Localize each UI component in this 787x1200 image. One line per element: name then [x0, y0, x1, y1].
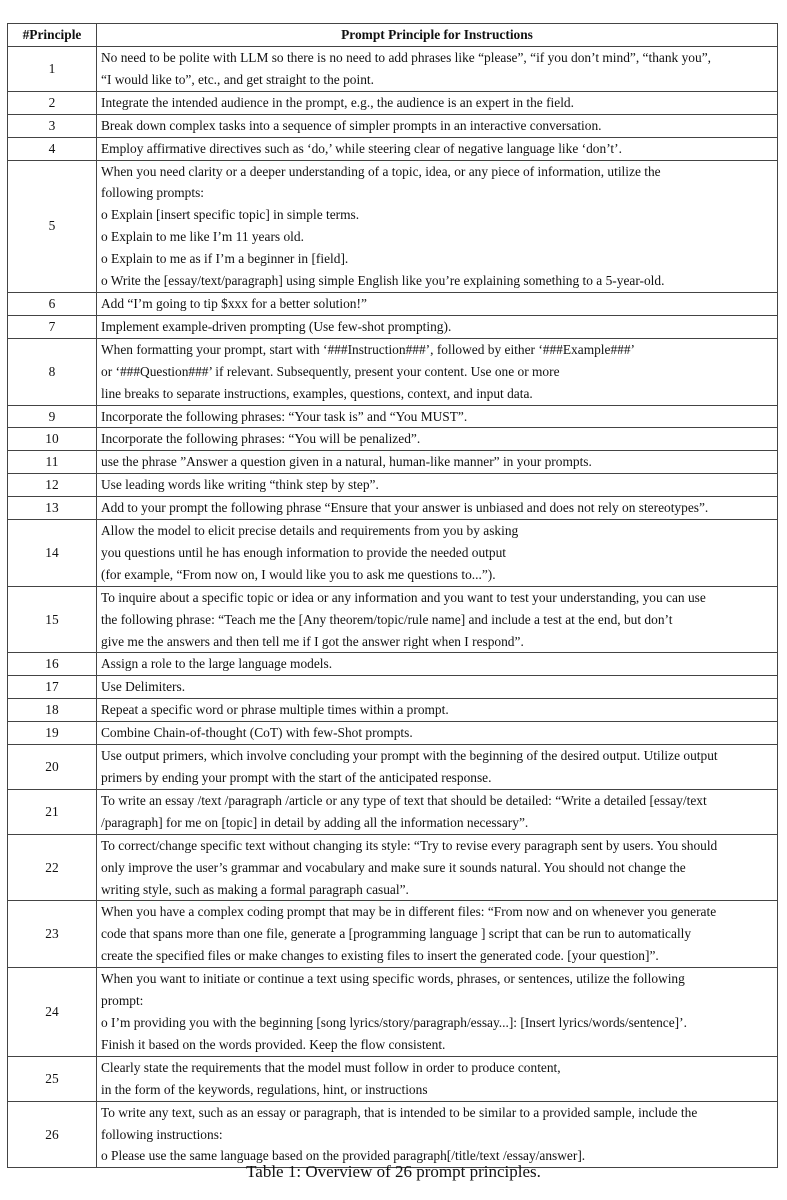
principle-text-line: /paragraph] for me on [topic] in detail by adding all the information necessary”. [101, 814, 529, 830]
principle-text [97, 653, 778, 676]
principle-text-line: o Explain to me as if I’m a beginner in [field]. [101, 251, 349, 267]
principle-text [97, 834, 778, 901]
principle-text-line: When you need clarity or a deeper understanding of a topic, idea, or any piece of information, utilize the [101, 163, 661, 179]
principle-text [97, 722, 778, 745]
principle-text-line: Add “I’m going to tip $xxx for a better solution!” [101, 295, 367, 311]
table-row [8, 474, 778, 497]
principle-number: 15 [8, 586, 97, 653]
principle-text-line: When you want to initiate or continue a text using specific words, phrases, or sentences, utilize the following [101, 971, 685, 987]
principle-text-line: Incorporate the following phrases: “Your task is” and “You MUST”. [101, 408, 468, 424]
principle-text-line: Combine Chain-of-thought (CoT) with few-Shot prompts. [101, 725, 413, 741]
principle-number: 21 [8, 789, 97, 834]
principle-text-line: prompt: [101, 993, 144, 1009]
principle-text-line: o I’m providing you with the beginning [song lyrics/story/paragraph/essay...]: [Insert lyrics/words/sentence]’. [101, 1014, 687, 1030]
principle-text-line: When formatting your prompt, start with ‘###Instruction###’, followed by either ‘###Example###’ [101, 341, 636, 357]
principle-number: 8 [8, 338, 97, 405]
principle-text-line: code that spans more than one file, generate a [programming language ] script that can be run to automatically [101, 926, 692, 942]
table-row [8, 338, 778, 405]
instruction-header: Prompt Principle for Instructions [97, 24, 778, 47]
principle-number: 13 [8, 497, 97, 520]
principle-text [97, 497, 778, 520]
table-row [8, 114, 778, 137]
table-row [8, 745, 778, 790]
principle-text [97, 586, 778, 653]
principle-number: 10 [8, 428, 97, 451]
table-row [8, 315, 778, 338]
principle-text-line: Clearly state the requirements that the model must follow in order to produce content, [101, 1059, 561, 1075]
principle-text-line: No need to be polite with LLM so there is no need to add phrases like “please”, “if you don’t mind”, “thank you”, [101, 50, 711, 65]
principle-number: 24 [8, 968, 97, 1057]
principle-text [97, 745, 778, 790]
principle-number: 22 [8, 834, 97, 901]
table-row [8, 451, 778, 474]
principle-text [97, 1056, 778, 1101]
principle-text [97, 428, 778, 451]
principle-text-line: To write an essay /text /paragraph /article or any type of text that should be detailed: “Write a detailed [essay/text [101, 792, 707, 808]
principle-text-line: writing style, such as making a formal paragraph casual”. [101, 881, 409, 897]
table-row [8, 1056, 778, 1101]
table-row [8, 676, 778, 699]
principle-text-line: “I would like to”, etc., and get straight to the point. [101, 71, 374, 87]
principle-text-line: primers by ending your prompt with the start of the anticipated response. [101, 770, 492, 785]
table-row [8, 137, 778, 160]
principle-text [97, 901, 778, 968]
principle-number: 12 [8, 474, 97, 497]
principle-number: 4 [8, 137, 97, 160]
principle-number: 11 [8, 451, 97, 474]
principle-text-line: Break down complex tasks into a sequence of simpler prompts in an interactive conversation. [101, 117, 602, 133]
principle-text-line: To inquire about a specific topic or idea or any information and you want to test your understanding, you can use [101, 589, 706, 605]
principle-text-line: only improve the user’s grammar and vocabulary and make sure it sounds natural. You should not change the [101, 859, 686, 875]
principle-text-line: Integrate the intended audience in the prompt, e.g., the audience is an expert in the field. [101, 94, 574, 110]
table-body [8, 47, 778, 1168]
principle-text-line: To write any text, such as an essay or paragraph, that is intended to be similar to a provided sample, include the [101, 1104, 698, 1120]
principle-text-line: you questions until he has enough information to provide the needed output [101, 544, 506, 560]
table-caption: Table 1: Overview of 26 prompt principles. [246, 1162, 541, 1181]
principle-text [97, 676, 778, 699]
principle-text-line: give me the answers and then tell me if I got the answer right when I respond”. [101, 633, 524, 649]
table-row [8, 405, 778, 428]
principle-text-line: Implement example-driven prompting (Use few-shot prompting). [101, 318, 452, 334]
principle-text-line: Employ affirmative directives such as ‘do,’ while steering clear of negative language like ‘don’t’. [101, 140, 622, 156]
table-row [8, 1101, 778, 1168]
principle-text [97, 968, 778, 1057]
table-row [8, 968, 778, 1057]
principle-text-line: Finish it based on the words provided. Keep the flow consistent. [101, 1036, 446, 1052]
principle-text-line: o Write the [essay/text/paragraph] using simple English like you’re explaining something to a 5-year-old. [101, 273, 665, 289]
table-row [8, 789, 778, 834]
table-row [8, 160, 778, 292]
table-row [8, 834, 778, 901]
principle-number: 7 [8, 315, 97, 338]
principle-text-line: Assign a role to the large language models. [101, 656, 333, 672]
principle-number: 17 [8, 676, 97, 699]
principle-text-line: use the phrase ”Answer a question given in a natural, human-like manner” in your prompts. [101, 454, 592, 470]
principle-text [97, 451, 778, 474]
principle-text [97, 47, 778, 92]
principle-text-line: following instructions: [101, 1126, 223, 1142]
principle-text-line: Incorporate the following phrases: “You will be penalized”. [101, 431, 421, 447]
principle-text-line: Use Delimiters. [101, 679, 186, 695]
principle-text-line: When you have a complex coding prompt that may be in different files: “From now and on whenever you generate [101, 904, 717, 920]
principle-number-header: #Principle [8, 24, 97, 47]
principle-number: 5 [8, 160, 97, 292]
principle-number: 3 [8, 114, 97, 137]
principle-number: 18 [8, 699, 97, 722]
table-row [8, 722, 778, 745]
principle-text-line: To correct/change specific text without changing its style: “Try to revise every paragraph sent by users. You should [101, 837, 718, 853]
principle-text-line: line breaks to separate instructions, examples, questions, context, and input data. [101, 385, 533, 401]
principle-number: 26 [8, 1101, 97, 1168]
table-row [8, 901, 778, 968]
principle-text-line: (for example, “From now on, I would like you to ask me questions to...”). [101, 566, 496, 582]
principle-text-line: Use output primers, which involve concluding your prompt with the beginning of the desired output. Utilize output [101, 748, 718, 764]
principle-text-line: Add to your prompt the following phrase “Ensure that your answer is unbiased and does not rely on stereotypes”. [101, 500, 709, 516]
principle-text-line: create the specified files or make changes to existing files to insert the generated code. [your question]”. [101, 948, 659, 964]
principle-text [97, 114, 778, 137]
principle-text [97, 91, 778, 114]
principle-text-line: the following phrase: “Teach me the [Any theorem/topic/rule name] and include a test at the end, but don’t [101, 611, 673, 627]
table-row [8, 497, 778, 520]
table-header-row [8, 24, 778, 47]
principle-text [97, 474, 778, 497]
principle-number: 1 [8, 47, 97, 92]
principle-text-line: o Explain to me like I’m 11 years old. [101, 229, 304, 245]
principle-text [97, 789, 778, 834]
principle-text-line: o Please use the same language based on the provided paragraph[/title/text /essay/answer]. [101, 1148, 586, 1164]
principle-text-line: o Explain [insert specific topic] in simple terms. [101, 207, 360, 223]
principle-text-line: following prompts: [101, 185, 205, 201]
principle-text-line: Allow the model to elicit precise details and requirements from you by asking [101, 523, 519, 539]
principle-text-line: Repeat a specific word or phrase multiple times within a prompt. [101, 702, 449, 718]
table-row [8, 91, 778, 114]
principle-number: 9 [8, 405, 97, 428]
principle-text [97, 1101, 778, 1168]
table-row [8, 520, 778, 587]
principle-text [97, 160, 778, 292]
principle-number: 2 [8, 91, 97, 114]
principle-text-line: or ‘###Question###’ if relevant. Subsequently, present your content. Use one or more [101, 363, 560, 379]
principle-number: 14 [8, 520, 97, 587]
principle-text [97, 292, 778, 315]
principle-text [97, 405, 778, 428]
principle-number: 20 [8, 745, 97, 790]
table-row [8, 586, 778, 653]
principle-text [97, 520, 778, 587]
table-row [8, 292, 778, 315]
principle-text-line: in the form of the keywords, regulations, hint, or instructions [101, 1081, 428, 1097]
principle-number: 6 [8, 292, 97, 315]
principle-text [97, 699, 778, 722]
principle-text [97, 338, 778, 405]
principle-number: 16 [8, 653, 97, 676]
principle-text [97, 137, 778, 160]
table-row [8, 699, 778, 722]
table-row [8, 47, 778, 92]
principle-text [97, 315, 778, 338]
table-row [8, 653, 778, 676]
principles-table [7, 23, 778, 1168]
principle-number: 23 [8, 901, 97, 968]
principle-number: 25 [8, 1056, 97, 1101]
table-row [8, 428, 778, 451]
principle-number: 19 [8, 722, 97, 745]
principle-text-line: Use leading words like writing “think step by step”. [101, 477, 379, 493]
